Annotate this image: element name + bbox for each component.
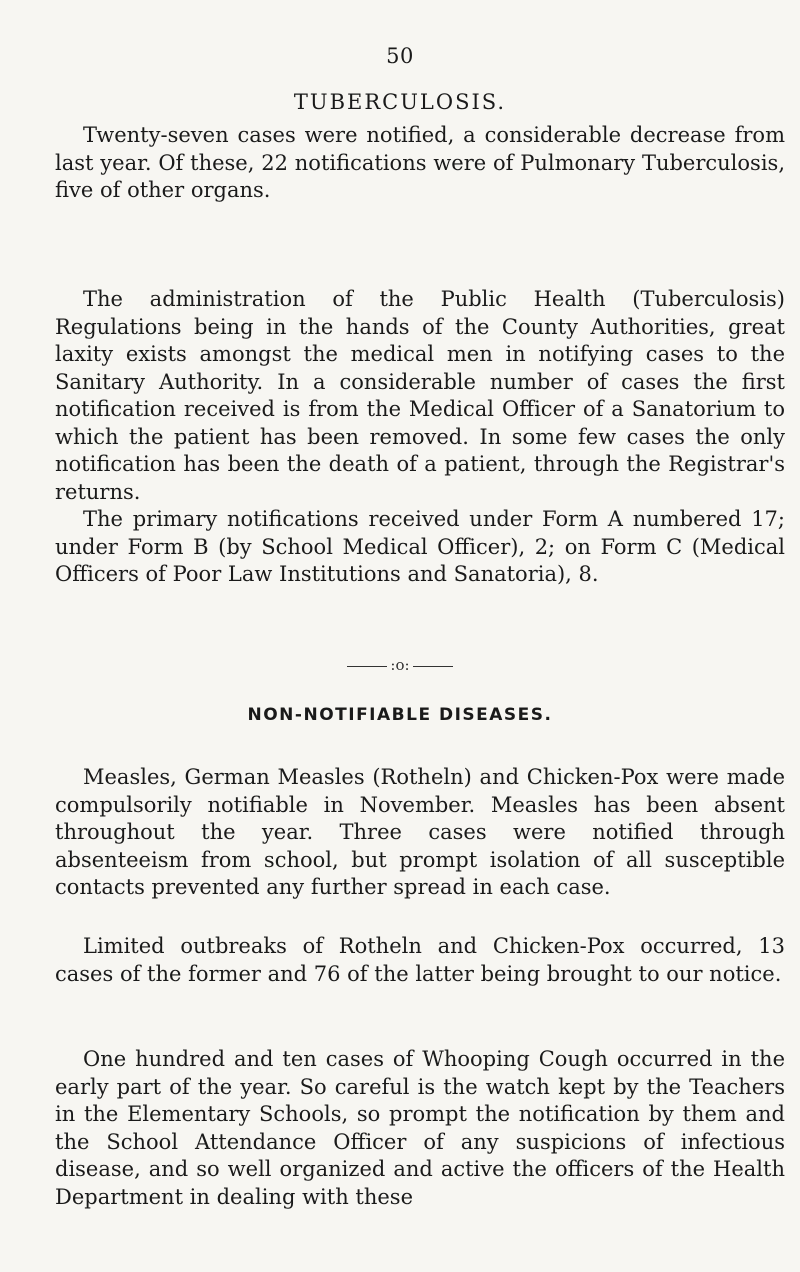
section-title-non-notifiable: NON-NOTIFIABLE DISEASES. [247,705,553,725]
page-number: 50 [386,44,414,68]
paragraph-primary-notifications: The primary notifications received under Form A numbered 17; under Form B (by School Medical Officer), 2; on Form C (Medical Officers of Poor Law Institutions and Sanatoria), 8. [55,507,785,586]
divider-mark: :o: [390,656,410,674]
divider-rule-right [413,666,453,667]
paragraph-measles: Measles, German Measles (Rotheln) and Chicken-Pox were made compulsorily notifiable in November. Measles has been absent throughout the year. Three cases were notified through absenteeism from school, but prompt isolation of all susceptible contacts prevented any further spread in each case. [55,765,785,899]
paragraph-rotheln-chickenpox: Limited outbreaks of Rotheln and Chicken-Pox occurred, 13 cases of the former and 76 of the latter being brought to our notice. [55,934,785,986]
paragraph-tuberculosis-cases: Twenty-seven cases were notified, a considerable decrease from last year. Of these, 22 notifications were of Pulmonary Tuberculosis, five of other organs. [55,123,785,202]
paragraph-whooping-cough: One hundred and ten cases of Whooping Cough occurred in the early part of the year. So careful is the watch kept by the Teachers in the Elementary Schools, so prompt the notification by them and the School Attendance Officer of any suspicions of infectious disease, and so well organized and active the officers of the Health Department in dealing with these [55,1047,785,1209]
paragraph-regulations: The administration of the Public Health (Tuberculosis) Regulations being in the hands of the County Authorities, great laxity exists amongst the medical men in notifying cases to the Sanitary Authority. In a considerable number of cases the first notification received is from the Medical Officer of a Sanatorium to which the patient has been removed. In some few cases the only notification has been the death of a patient, through the Registrar's returns. [55,287,785,504]
section-divider [0,656,800,674]
divider-rule-left [347,666,387,667]
section-title-tuberculosis: TUBERCULOSIS. [293,90,507,114]
